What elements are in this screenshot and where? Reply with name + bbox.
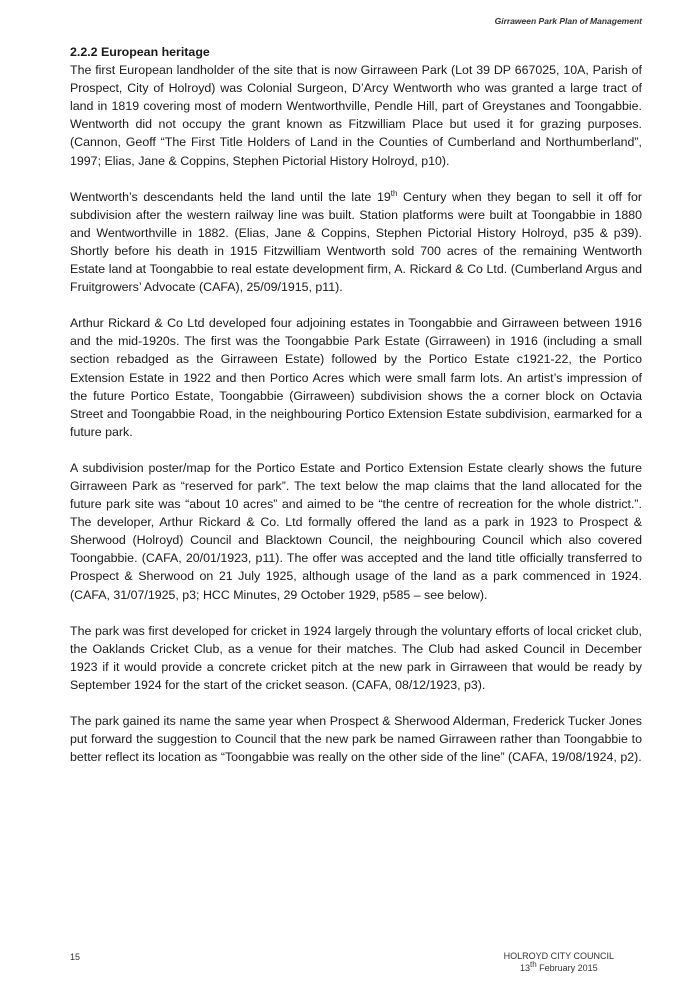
paragraph-5: The park was first developed for cricket in 1924 largely through the voluntary efforts of local cricket club, the Oaklands Cricket Club, as a venue for their matches. The Club had asked Council in December 1923 if it would provide a concrete cricket pitch at the new park in Girraween that would be ready by September 1924 for the start of the cricket season. (CAFA, 08/12/1923, p3). — [70, 623, 642, 692]
footer-date-day: 13 — [519, 963, 530, 973]
paragraph-2-superscript: th — [390, 188, 398, 198]
page-body — [70, 43, 642, 784]
running-header: Girraween Park Plan of Management — [494, 16, 642, 26]
paragraph-2 — [70, 188, 642, 297]
paragraph-2-start: Wentworth’s descendants held the land until the late 19 — [70, 189, 391, 204]
paragraph-4: A subdivision poster/map for the Portico Estate and Portico Extension Estate clearly shows the future Girraween Park as “reserved for park”. The text below the map claims that the land allocated for the future park site was “about 10 acres” and aimed to be “the centre of recreation for the whole district.”. The developer, Arthur Rickard & Co. Ltd formally offered the land as a park in 1923 to Prospect & Sherwood (Holroyd) Council and Blacktown Council, the neighbouring Council which also covered Toongabbie. (CAFA, 20/01/1923, p11). The offer was accepted and the land title officially transferred to Prospect & Sherwood on 21 July 1925, although usage of the land as a park commenced in 1924. (CAFA, 31/07/1925, p3; HCC Minutes, 29 October 1929, p585 – see below). — [70, 460, 642, 602]
footer-date-rest: February 2015 — [536, 963, 598, 973]
paragraph-2-end: Century when they began to sell it off for subdivision after the western railway line was built. Station platforms were built at Toongabbie in 1880 and Wentworthville in 1882. (Elias, Jane & Coppins, Stephen Pictorial History Holroyd, p35 & p39). Shortly before his death in 1915 Fitzwilliam Wentworth sold 700 acres of the remaining Wentworth Estate land at Toongabbie to real estate development firm, A. Rickard & Co Ltd. (Cumberland Argus and Fruitgrowers’ Advocate (CAFA), 25/09/1915, p11). — [70, 189, 642, 295]
paragraph-1: The first European landholder of the site that is now Girraween Park (Lot 39 DP 667025, 10A, Parish of Prospect, City of Holroyd) was Colonial Surgeon, D’Arcy Wentworth who was granted a large tract of land in 1819 covering most of modern Wentworthville, Pendle Hill, part of Greystanes and Toongabbie. Wentworth did not occupy the grant known as Fitzwilliam Place but used it for grazing purposes. (Cannon, Geoff “The First Title Holders of Land in the Counties of Cumberland and Northumberland”, 1997; Elias, Jane & Coppins, Stephen Pictorial History Holroyd, p10). — [70, 63, 642, 168]
footer-council: HOLROYD CITY COUNCIL — [503, 951, 614, 961]
paragraph-3: Arthur Rickard & Co Ltd developed four adjoining estates in Toongabbie and Girraween between 1916 and the mid-1920s. The first was the Toongabbie Park Estate (Girraween) in 1916 (including a small section rebadged as the Girraween Estate) followed by the Portico Estate c1921-22, the Portico Extension Estate in 1922 and then Portico Acres which were small farm lots. An artist’s impression of the future Portico Estate, Toongabbie (Girraween) subdivision shows the a corner block on Octavia Street and Toongabbie Road, in the neighbouring Portico Extension Estate subdivision, earmarked for a future park. — [70, 316, 642, 439]
section-heading: 2.2.2 European heritage — [70, 45, 210, 59]
footer-date — [504, 962, 614, 974]
page-number: 15 — [70, 952, 81, 962]
footer-date-superscript: th — [529, 960, 537, 969]
paragraph-6: The park gained its name the same year when Prospect & Sherwood Alderman, Frederick Tucker Jones put forward the suggestion to Council that the new park be named Girraween rather than Toongabbie to better reflect its location as “Toongabbie was really on the other side of the line” (CAFA, 19/08/1924, p2). — [70, 714, 642, 765]
footer-council-date — [504, 950, 614, 974]
